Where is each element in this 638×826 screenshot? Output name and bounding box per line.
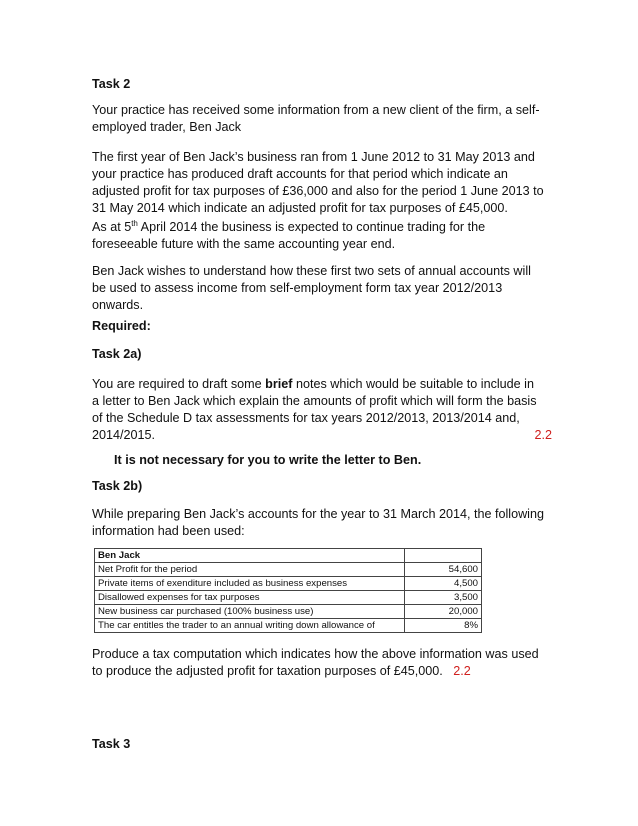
- table-cell-value: 54,600: [405, 563, 482, 577]
- task2b-instructions: [92, 646, 552, 680]
- text-run: April 2014 the business is expected to continue trading for the: [137, 220, 486, 234]
- table-cell-value: 20,000: [405, 605, 482, 619]
- text-line: be used to assess income from self-employment form tax year 2012/2013: [92, 281, 503, 295]
- task2-assessment-question: [92, 263, 552, 314]
- emphasis-brief: brief: [265, 377, 293, 391]
- text-line: [92, 376, 552, 393]
- text-line: Ben Jack wishes to understand how these first two sets of annual accounts will: [92, 264, 531, 278]
- text-line: 31 May 2014 which indicate an adjusted profit for tax purposes of £45,000.: [92, 201, 508, 215]
- marks-label: 2.2: [534, 428, 552, 442]
- task2-heading: Task 2: [92, 77, 131, 91]
- task2a-heading: Task 2a): [92, 347, 142, 361]
- text-run: to produce the adjusted profit for taxation purposes of £45,000.: [92, 664, 443, 678]
- table-row: [95, 577, 482, 591]
- text-line: Your practice has received some information from a new client of the firm, a self-: [92, 103, 540, 117]
- text-line: [92, 663, 552, 680]
- text-run: You are required to draft some: [92, 377, 266, 391]
- task2-intro: [92, 102, 552, 136]
- text-line: employed trader, Ben Jack: [92, 120, 242, 134]
- text-run: notes which would be suitable to include in: [292, 377, 534, 391]
- table-title: Ben Jack: [95, 549, 405, 563]
- task2b-heading: Task 2b): [92, 479, 143, 493]
- text-line: The first year of Ben Jack’s business ran from 1 June 2012 to 31 May 2013 and: [92, 150, 535, 164]
- table-row: [95, 591, 482, 605]
- text-line: of the Schedule D tax assessments for tax years 2012/2013, 2013/2014 and,: [92, 411, 520, 425]
- text-line: Produce a tax computation which indicates how the above information was used: [92, 647, 539, 661]
- text-line: a letter to Ben Jack which explain the amounts of profit which will form the basis: [92, 394, 537, 408]
- table-cell-label: New business car purchased (100% business use): [95, 605, 405, 619]
- text-line: adjusted profit for tax purposes of £36,000 and also for the period 1 June 2013 to: [92, 184, 544, 198]
- table-cell-value: 3,500: [405, 591, 482, 605]
- table-cell-value: 4,500: [405, 577, 482, 591]
- superscript: th: [131, 219, 138, 228]
- table-cell: [405, 549, 482, 563]
- table-row: [95, 605, 482, 619]
- text-line: information had been used:: [92, 524, 245, 538]
- text-line: your practice has produced draft accounts for that period which indicate an: [92, 167, 508, 181]
- table-row: [95, 563, 482, 577]
- text-line: onwards.: [92, 298, 144, 312]
- text-run: As at 5: [92, 220, 132, 234]
- task2a-instructions: [92, 376, 552, 444]
- task3-heading: Task 3: [92, 737, 131, 751]
- task2b-intro: [92, 506, 552, 540]
- table-row: [95, 619, 482, 633]
- text-line: While preparing Ben Jack’s accounts for the year to 31 March 2014, the following: [92, 507, 544, 521]
- text-line: 2014/2015.: [92, 428, 156, 442]
- task2-trading-status: [92, 219, 552, 253]
- ben-jack-accounts-table: [94, 548, 482, 633]
- table-cell-label: The car entitles the trader to an annual writing down allowance of: [95, 619, 405, 633]
- table-cell-label: Net Profit for the period: [95, 563, 405, 577]
- table-cell-label: Private items of exenditure included as business expenses: [95, 577, 405, 591]
- table-cell-label: Disallowed expenses for tax purposes: [95, 591, 405, 605]
- text-line: foreseeable future with the same accounting year end.: [92, 237, 396, 251]
- text-line: [92, 219, 552, 236]
- table-cell-value: 8%: [405, 619, 482, 633]
- task2-business-dates: [92, 149, 552, 217]
- task2a-note: It is not necessary for you to write the letter to Ben.: [114, 453, 422, 467]
- required-heading: Required:: [92, 319, 151, 333]
- marks-label: 2.2: [453, 664, 471, 678]
- table-row: [95, 549, 482, 563]
